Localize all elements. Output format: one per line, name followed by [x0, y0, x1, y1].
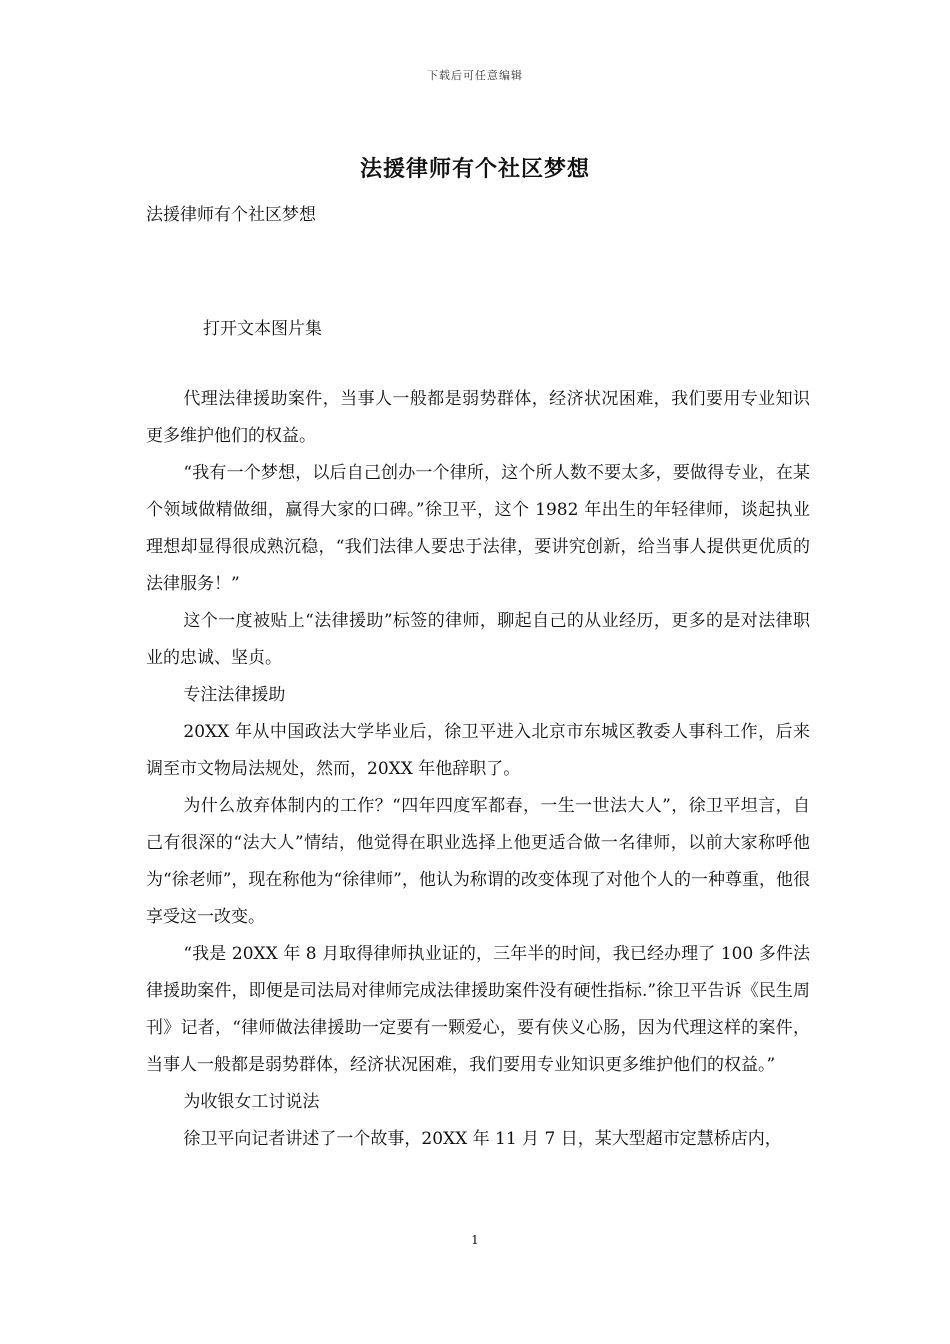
header-note: 下载后可任意编辑	[427, 69, 523, 82]
open-image-gallery-link[interactable]: 打开文本图片集	[203, 319, 322, 339]
paragraph: 这个一度被贴上“法律援助”标签的律师，聊起自己的从业经历，更多的是对法律职业的忠诚、坚贞。	[146, 611, 810, 668]
section-heading: 专注法律援助	[183, 685, 286, 705]
paragraph: 20XX 年从中国政法大学毕业后，徐卫平进入北京市东城区教委人事科工作，后来调至市文物局法规处，然而，20XX 年他辞职了。	[146, 722, 810, 779]
article-body	[146, 381, 810, 1158]
document-title: 法援律师有个社区梦想	[359, 156, 590, 182]
page-number: 1	[471, 1233, 479, 1247]
paragraph: 代理法律援助案件，当事人一般都是弱势群体，经济状况困难，我们要用专业知识更多维护他们的权益。	[146, 389, 810, 446]
paragraph: “我是 20XX 年 8 月取得律师执业证的，三年半的时间，我已经办理了 100 多件法律援助案件，即便是司法局对律师完成法律援助案件没有硬性指标.”徐卫平告诉《民生周刊》记者，“律师做法律援助一定要有一颗爱心，要有侠义心肠，因为代理这样的案件，当事人一般都是弱势群体，经济状况困难，我们要用专业知识更多维护他们的权益。”	[146, 944, 810, 1075]
paragraph: 为什么放弃体制内的工作？“四年四度军都春，一生一世法大人”，徐卫平坦言，自己有很深的“法大人”情结，他觉得在职业选择上他更适合做一名律师，以前大家称呼他为“徐老师”，现在称他为“徐律师”，他认为称谓的改变体现了对他个人的一种尊重，他很享受这一改变。	[146, 796, 810, 927]
paragraph: 徐卫平向记者讲述了一个故事，20XX 年 11 月 7 日，某大型超市定慧桥店内，	[183, 1129, 782, 1149]
section-heading: 为收银女工讨说法	[183, 1092, 320, 1112]
paragraph: “我有一个梦想，以后自己创办一个律所，这个所人数不要太多，要做得专业，在某个领域做精做细，赢得大家的口碑。”徐卫平，这个 1982 年出生的年轻律师，谈起执业理想却显得很成熟沉稳，“我们法律人要忠于法律，要讲究创新，给当事人提供更优质的法律服务！”	[146, 463, 810, 594]
document-subtitle: 法援律师有个社区梦想	[146, 205, 316, 225]
